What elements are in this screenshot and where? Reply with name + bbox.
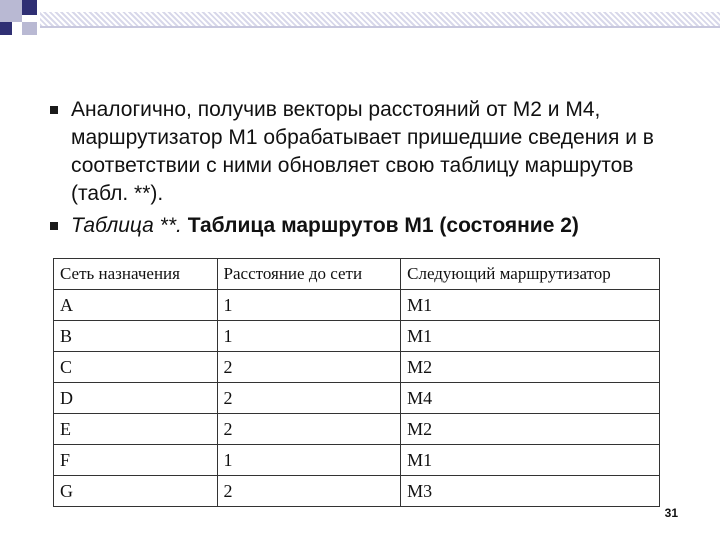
cell-network: E [54,414,218,445]
routing-table [53,258,660,507]
table-row [54,445,660,476]
cell-distance: 1 [217,445,401,476]
bullet-square-icon [50,222,58,230]
cell-network: G [54,476,218,507]
cell-next-router: M2 [401,352,660,383]
bullet-item [50,96,690,208]
table-row [54,476,660,507]
caption-label: Таблица **. [71,214,182,237]
table-row [54,321,660,352]
caption-title: Таблица маршрутов М1 (состояние 2) [187,214,579,237]
table-row [54,290,660,321]
page-number: 31 [664,506,678,520]
decor-bar [40,12,720,26]
cell-network: D [54,383,218,414]
decor-line [40,26,720,28]
cell-distance: 1 [217,321,401,352]
cell-distance: 2 [217,352,401,383]
decor-square [22,0,37,15]
bullet-list [50,96,690,244]
decor-square [22,22,37,35]
table-row [54,383,660,414]
decor-square [0,22,12,35]
cell-network: C [54,352,218,383]
cell-distance: 2 [217,414,401,445]
cell-distance: 1 [217,290,401,321]
table-header-row [54,259,660,290]
cell-network: B [54,321,218,352]
bullet-square-icon [50,106,58,114]
column-header-distance: Расстояние до сети [217,259,401,290]
table-row [54,352,660,383]
cell-next-router: M2 [401,414,660,445]
cell-network: F [54,445,218,476]
table-row [54,414,660,445]
column-header-next-router: Следующий маршрутизатор [401,259,660,290]
table-caption [50,212,690,240]
cell-next-router: M4 [401,383,660,414]
cell-distance: 2 [217,383,401,414]
cell-next-router: M1 [401,321,660,352]
bullet-text: Аналогично, получив векторы расстояний от М2 и М4, маршрутизатор М1 обрабатывает пришедшие сведения и в соответствии с ними обновляет свою таблицу маршрутов (табл. **). [71,98,654,205]
cell-next-router: M3 [401,476,660,507]
cell-next-router: M1 [401,445,660,476]
cell-distance: 2 [217,476,401,507]
header-decoration [0,0,720,40]
column-header-network: Сеть назначения [54,259,218,290]
cell-network: A [54,290,218,321]
decor-square [0,0,22,22]
cell-next-router: M1 [401,290,660,321]
